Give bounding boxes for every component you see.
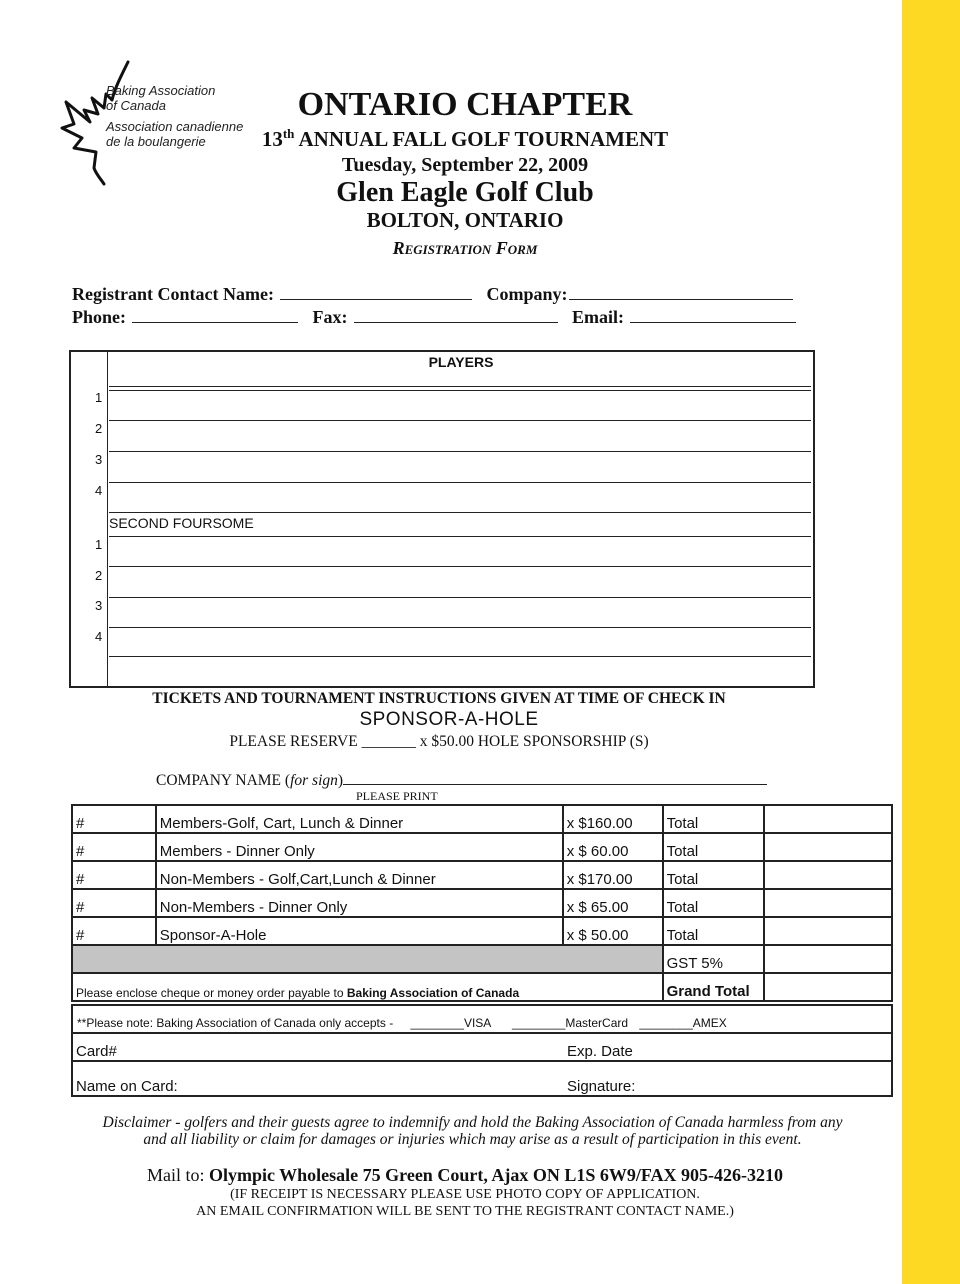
quantity-cell[interactable]: # <box>72 861 156 889</box>
players-table <box>69 350 815 688</box>
total-label-cell: Total <box>663 861 765 889</box>
player-number: 2 <box>95 568 103 583</box>
total-amount-cell[interactable] <box>764 833 892 861</box>
mail-to-label: Mail to: <box>147 1165 205 1185</box>
reserve-quantity-field[interactable]: _______ <box>361 733 416 750</box>
mastercard-option[interactable]: ________MasterCard <box>511 1016 629 1030</box>
event-venue: Glen Eagle Golf Club <box>336 177 594 208</box>
quantity-cell[interactable]: # <box>72 889 156 917</box>
email-field[interactable] <box>630 308 796 323</box>
players-heading: PLAYERS <box>428 354 494 370</box>
event-date: Tuesday, September 22, 2009 <box>341 154 589 176</box>
sponsor-heading: SPONSOR-A-HOLE <box>359 709 539 730</box>
player-number: 1 <box>95 390 103 405</box>
contact-name-label: Registrant Contact Name: <box>72 284 274 304</box>
card-row <box>71 1032 893 1062</box>
mail-notes <box>60 1186 870 1220</box>
row-divider <box>109 386 811 387</box>
company-sign-line <box>156 770 777 790</box>
chapter-title: ONTARIO CHAPTER <box>297 86 633 123</box>
gst-row <box>72 945 892 973</box>
table-row <box>72 833 892 861</box>
table-row <box>72 889 892 917</box>
row-divider <box>109 566 811 567</box>
total-label-cell: Total <box>663 917 765 945</box>
card-name-row <box>71 1060 893 1097</box>
logo-line-2: of Canada <box>106 98 166 113</box>
form-title: Registration Form <box>392 238 538 258</box>
company-sign-field[interactable] <box>343 770 767 785</box>
total-label-cell: Total <box>663 889 765 917</box>
total-amount-cell[interactable] <box>764 861 892 889</box>
second-foursome-heading: SECOND FOURSOME <box>109 515 254 531</box>
fees-table <box>71 804 893 1002</box>
total-label-cell: Total <box>663 805 765 833</box>
receipt-note: (IF RECEIPT IS NECESSARY PLEASE USE PHOTO COPY OF APPLICATION. <box>230 1187 700 1202</box>
price-cell: x $ 50.00 <box>563 917 663 945</box>
row-divider <box>109 536 811 537</box>
event-title <box>240 126 690 152</box>
company-sign-label-end: ) <box>337 772 344 789</box>
player-number: 4 <box>95 629 103 644</box>
item-cell: Members - Dinner Only <box>156 833 563 861</box>
disclaimer <box>60 1114 885 1148</box>
gst-label: GST 5% <box>663 945 765 973</box>
quantity-cell[interactable]: # <box>72 917 156 945</box>
association-logo <box>60 58 250 188</box>
player-number: 2 <box>95 421 103 436</box>
total-amount-cell[interactable] <box>764 805 892 833</box>
price-cell: x $ 65.00 <box>563 889 663 917</box>
company-field[interactable] <box>569 285 793 300</box>
ordinal-suffix: th <box>282 126 295 141</box>
reserve-prefix: PLEASE RESERVE <box>229 733 358 750</box>
quantity-cell[interactable]: # <box>72 833 156 861</box>
cheque-note-text: Please enclose cheque or money order payable to <box>76 986 344 1000</box>
fax-label: Fax: <box>312 307 348 327</box>
amex-option[interactable]: ________AMEX <box>639 1016 727 1030</box>
disclaimer-line-2: and all liability or claim for damages or injuries which may arise as a result of participation in this event. <box>143 1131 802 1148</box>
company-label: Company: <box>486 284 568 304</box>
yellow-side-band <box>902 0 960 1284</box>
player-number: 3 <box>95 452 103 467</box>
item-cell: Non-Members - Dinner Only <box>156 889 563 917</box>
item-cell: Sponsor-A-Hole <box>156 917 563 945</box>
cheque-note <box>72 973 663 1001</box>
row-divider <box>109 420 811 421</box>
sponsor-reserve-line <box>69 733 809 751</box>
logo-line-3: Association canadienne <box>106 119 244 134</box>
disclaimer-line-1: Disclaimer - golfers and their guests agree to indemnify and hold the Baking Association of Canada harmless from any <box>102 1114 843 1131</box>
shaded-cell <box>72 945 663 973</box>
total-label-cell: Total <box>663 833 765 861</box>
row-divider <box>109 390 811 391</box>
logo-line-4: de la boulangerie <box>106 134 206 149</box>
total-amount-cell[interactable] <box>764 889 892 917</box>
table-row <box>72 805 892 833</box>
player-number: 1 <box>95 537 103 552</box>
fax-field[interactable] <box>354 308 558 323</box>
logo-line-1: Baking Association <box>106 83 216 98</box>
total-amount-cell[interactable] <box>764 917 892 945</box>
ordinal-number: 13 <box>261 127 283 151</box>
price-cell: x $160.00 <box>563 805 663 833</box>
check-in-instructions: TICKETS AND TOURNAMENT INSTRUCTIONS GIVEN AT TIME OF CHECK IN <box>152 690 726 707</box>
row-divider <box>109 512 811 513</box>
signature-label: Signature: <box>567 1078 636 1095</box>
visa-option[interactable]: ________VISA <box>410 1016 491 1030</box>
price-cell: x $170.00 <box>563 861 663 889</box>
grand-total-label: Grand Total <box>663 973 765 1001</box>
company-sign-label: COMPANY NAME ( <box>156 772 291 789</box>
row-divider <box>109 656 811 657</box>
row-divider <box>109 482 811 483</box>
gst-amount-cell[interactable] <box>764 945 892 973</box>
exp-date-label: Exp. Date <box>567 1043 633 1060</box>
payment-note: **Please note: Baking Association of Canada only accepts - <box>77 1016 394 1030</box>
company-sign-label-italic: for sign <box>290 772 338 789</box>
quantity-cell[interactable]: # <box>72 805 156 833</box>
row-divider <box>109 597 811 598</box>
contact-row-1 <box>72 284 803 305</box>
row-divider <box>109 627 811 628</box>
item-cell: Non-Members - Golf,Cart,Lunch & Dinner <box>156 861 563 889</box>
card-number-label: Card# <box>76 1043 117 1060</box>
item-cell: Members-Golf, Cart, Lunch & Dinner <box>156 805 563 833</box>
event-location: BOLTON, ONTARIO <box>366 208 564 232</box>
player-number-column <box>71 352 108 686</box>
player-number: 3 <box>95 598 103 613</box>
table-row <box>72 861 892 889</box>
grand-total-amount-cell[interactable] <box>764 973 892 1001</box>
email-label: Email: <box>572 307 624 327</box>
print-note: PLEASE PRINT <box>356 789 438 803</box>
price-cell: x $ 60.00 <box>563 833 663 861</box>
payment-note-row <box>71 1004 893 1034</box>
contact-name-field[interactable] <box>280 285 472 300</box>
mail-address: Olympic Wholesale 75 Green Court, Ajax ON L1S 6W9/FAX 905-426-3210 <box>209 1165 783 1185</box>
grand-total-row <box>72 973 892 1001</box>
event-name: ANNUAL FALL GOLF TOURNAMENT <box>298 127 669 151</box>
phone-label: Phone: <box>72 307 126 327</box>
confirmation-note: AN EMAIL CONFIRMATION WILL BE SENT TO THE REGISTRANT CONTACT NAME.) <box>196 1204 734 1219</box>
mail-to-line <box>60 1165 870 1186</box>
reserve-suffix: x $50.00 HOLE SPONSORSHIP (S) <box>419 733 649 750</box>
cheque-payee: Baking Association of Canada <box>346 986 520 1000</box>
contact-row-2 <box>72 307 806 328</box>
table-row <box>72 917 892 945</box>
row-divider <box>109 451 811 452</box>
phone-field[interactable] <box>132 308 298 323</box>
name-on-card-label: Name on Card: <box>76 1078 178 1095</box>
player-number: 4 <box>95 483 103 498</box>
